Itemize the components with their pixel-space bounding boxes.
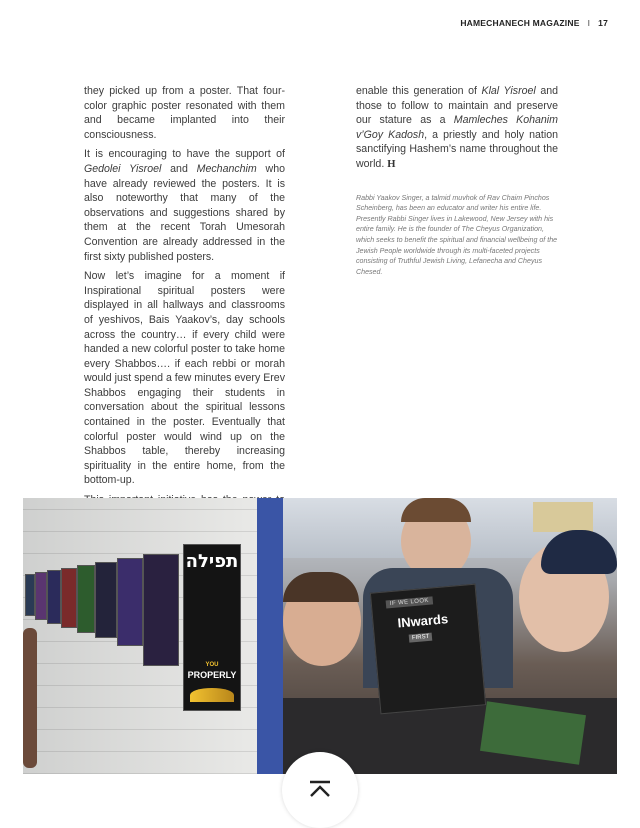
inwards-poster [370,584,486,715]
tefillah-poster-subline: YOU [205,662,219,668]
header-separator: I [587,18,591,28]
article-column-right [356,84,558,277]
inwards-poster-top: IF WE LOOK [386,596,434,608]
hallway-poster [117,558,143,646]
tefillah-poster [183,544,241,711]
photo-divider [257,498,283,774]
window-blinds [533,502,593,532]
students-photo [283,498,617,774]
magazine-name: HAMECHANECH MAGAZINE [460,18,580,28]
article-paragraph: enable this generation of Klal Yisroel and those to follow to maintain and preserve our stature as a Mamleches Kohanim v’Goy Kadosh, a priestly and holy nation sanctifying Hashem’s name throughout the world. H [356,85,558,170]
article-paragraph: they picked up from a poster. That four-color graphic poster resonated with them and became implanted into their consciousness. [84,85,285,141]
hallway-posters-photo [23,498,257,774]
tefillah-poster-hebrew: תפילה [185,551,239,572]
end-mark: H [387,158,396,170]
photo-strip [23,498,617,774]
inwards-poster-sub: FIRST [409,633,433,643]
hallway-poster [95,562,117,638]
emphasis-term: Mechanchim [196,162,257,175]
hallway-poster [25,574,35,616]
article-paragraph: Now let’s imagine for a moment if Inspirational spiritual posters were displayed in all hallways and classrooms of yeshivos, Bais Yaakov’s, day schools across the country… if every child were handed a new colorful poster to take home every Shabbos…. if each rebbi or morah would just spend a few minutes every Erev Shabbos engaging their students in conversation about the spiritual lessons contained in the poster. Eventually that colorful poster would wind up on the Shabbos table, thereby increasing spirituality in the entire home, from the bottom-up. [84,270,285,487]
hallway-poster [61,568,77,628]
tefillah-poster-stripe [190,688,234,702]
page-number: 17 [598,18,608,28]
hallway-poster [77,565,95,633]
article-column-right-text [356,84,558,173]
page-header [460,18,608,28]
arrow-up-bar-icon [308,780,332,798]
hallway-poster [143,554,179,666]
article-column-left [84,84,285,542]
tefillah-poster-tagline: PROPERLY [187,670,237,680]
article-paragraph: It is encouraging to have the support of Gedolei Yisroel and Mechanchim who have already reviewed the posters. It is also noteworthy that many of the observations and suggestions shared by them at the recent Torah Umesorah Convention are already addressed in the first sixty published posters. [84,148,285,263]
hallway-poster [35,572,47,620]
student-hair [283,572,359,602]
child-figure [23,628,37,768]
emphasis-term: Gedolei Yisroel [84,162,162,175]
inwards-poster-title: INwards [396,611,449,631]
hallway-poster [47,570,61,624]
scroll-to-top-button[interactable] [282,752,358,828]
author-bio: Rabbi Yaakov Singer, a talmid muvhok of Rav Chaim Pinchos Scheinberg, has been an educator and writer his entire life. Presently Rabbi Singer lives in Lakewood, New Jersey with his entire family. He is the founder of The Cheyus Organization, which seeks to benefit the spiritual and financial wellbeing of the Jewish People worldwide through its multi-faceted projects consisting of Truthful Jewish Living, Lefanecha and Cheyus Chesed. [356,193,558,276]
student-hair [401,498,471,522]
emphasis-term: Klal Yisroel [481,85,536,97]
emphasis-term: Mamleches Kohanim v’Goy Kadosh [356,114,558,141]
